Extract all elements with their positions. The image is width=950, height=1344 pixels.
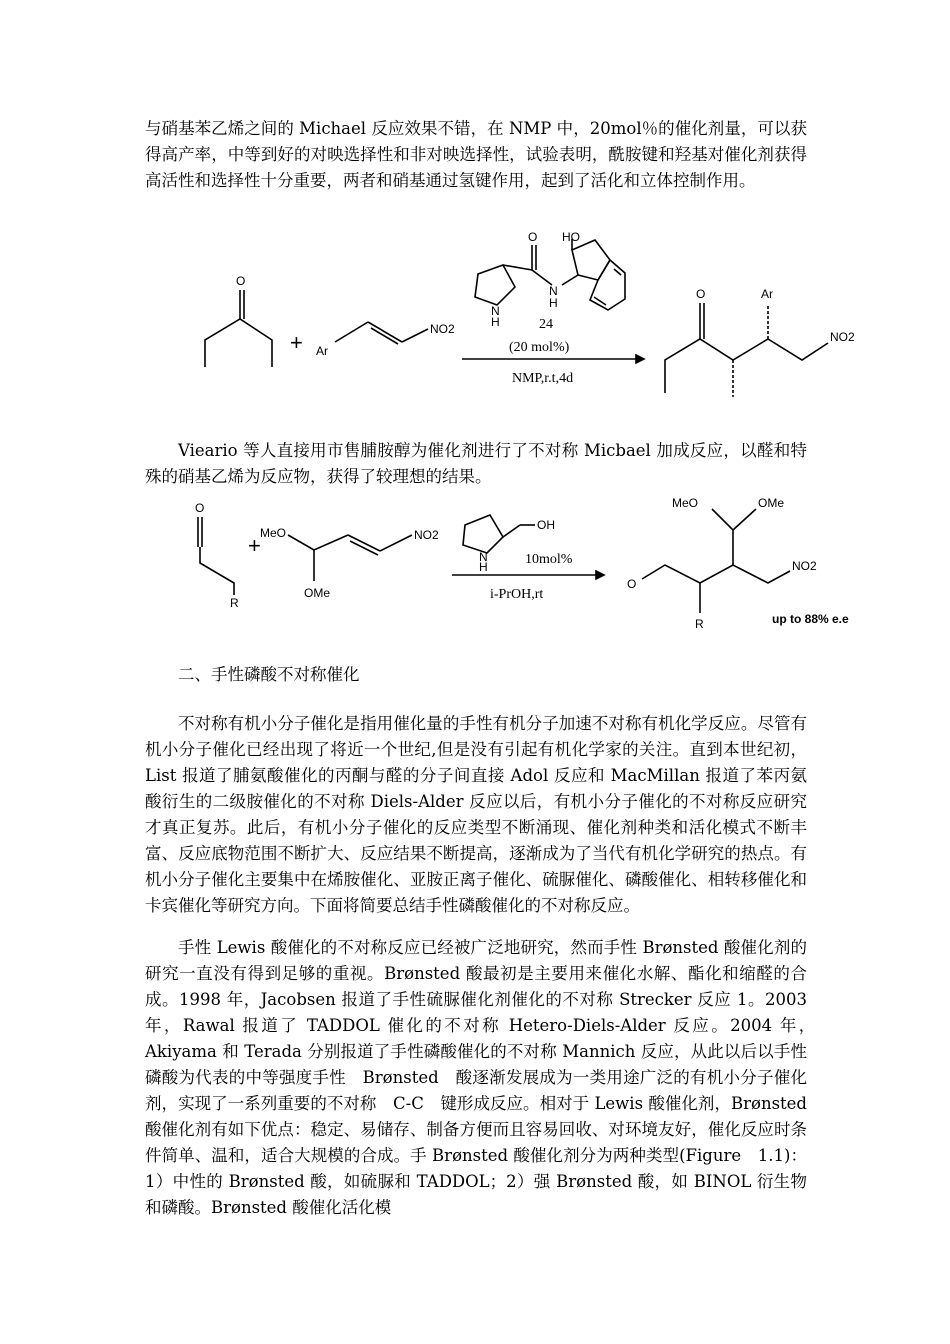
aldehyde-o-label: O	[195, 501, 205, 515]
catalyst-ring-n-label: N	[491, 304, 500, 318]
alkene-ome-label: OMe	[304, 586, 331, 600]
michael-product-2-structure	[627, 496, 817, 631]
reaction-arrow-1	[462, 355, 644, 363]
catalyst-amide-n-label: N	[549, 284, 558, 298]
paragraph-michael-catalyst: 与硝基苯乙烯之间的 Michael 反应效果不错，在 NMP 中，20mol％的催化剂量，可以获得高产率，中等到好的对映选择性和非对映选择性，试验表明，酰胺键和羟基对催化剂获得高活性和选择性十分重要，两者和硝基通过氢键作用，起到了活化和立体控制作用。	[145, 119, 807, 190]
catalyst-h-label: H	[479, 560, 488, 574]
product-2-r-label: R	[695, 617, 704, 631]
catalyst-24-structure	[475, 230, 625, 329]
catalyst-amide-h-label: H	[549, 296, 558, 310]
paragraph-organocatalysis-overview: 不对称有机小分子催化是指用催化量的手性有机分子加速不对称有机化学反应。尽管有机小分子催化已经出现了将近一个世纪,但是没有引起有机化学家的关注。直到本世纪初，List 报道了脯氨酸催化的丙酮与醛的分子间直接 Adol 反应和 MacMillan 报道了苯丙氨酸衍生的二级胺催化的不对称 Diels-Alder 反应以后，有机小分子催化的不对称反应研究才真正复苏。此后，有机小分子催化的反应类型不断涌现、催化剂种类和活化模式不断丰富、反应底物范围不断扩大、反应结果不断提高，逐渐成为了当代有机化学研究的热点。有机小分子催化主要集中在烯胺催化、亚胺正离子催化、硫脲催化、磷酸催化、相转移催化和卡宾催化等研究方向。下面将简要总结手性磷酸催化的不对称反应。	[145, 714, 807, 915]
plus-sign-2: +	[248, 533, 261, 558]
nitrostyrene-structure	[316, 322, 455, 358]
ketone-o-label: O	[236, 274, 246, 288]
reaction-arrow-2	[452, 571, 604, 579]
enantiomeric-excess-note: up to 88% e.e	[772, 612, 849, 626]
catalyst-oh-label: OH	[537, 518, 555, 532]
catalyst-number: 24	[539, 317, 553, 332]
alkene-no2-label: NO2	[414, 528, 439, 542]
reaction-scheme-2	[0, 495, 950, 645]
catalyst-loading: (20 mol%)	[509, 340, 570, 355]
aldehyde-r-label: R	[230, 596, 239, 610]
section-heading: 二、手性磷酸不对称催化	[178, 665, 360, 684]
methoxy-nitroalkene-structure	[260, 526, 439, 600]
product-1-o-label: O	[696, 287, 706, 301]
reaction-conditions-1: NMP,r.t,4d	[512, 371, 574, 386]
alkene-meo-label: MeO	[260, 526, 287, 540]
catalyst-ho-label: HO	[562, 230, 580, 244]
reaction-conditions-2: i-PrOH,rt	[490, 587, 544, 602]
nitrostyrene-no2-label: NO2	[430, 322, 455, 336]
nitrostyrene-ar-label: Ar	[316, 344, 328, 358]
catalyst-n-label: N	[479, 550, 488, 564]
michael-product-1-structure	[665, 287, 855, 397]
product-1-no2-label: NO2	[830, 330, 855, 344]
product-2-no2-label: NO2	[792, 559, 817, 573]
catalyst-amide-o-label: O	[528, 230, 538, 244]
paragraph-viеario-reaction: Viеario 等人直接用市售脯胺醇为催化剂进行了不对称 Micbael 加成反应，以醛和特殊的硝基乙烯为反应物，获得了较理想的结果。	[145, 441, 807, 486]
product-2-meo-label: MeO	[672, 496, 699, 510]
pentanone-structure	[205, 274, 272, 367]
product-2-ome-label: OMe	[758, 496, 785, 510]
aldehyde-structure	[195, 501, 239, 610]
plus-sign-1: +	[290, 330, 303, 355]
paragraph-bronsted-acid-catalysis: 手性 Lewis 酸催化的不对称反应已经被广泛地研究，然而手性 Brønsted 酸催化剂的研究一直没有得到足够的重视。Brønsted 酸最初是主要用来催化水解、酯化和缩醛的合成。1998 年，Jacobsen 报道了手性硫脲催化剂催化的不对称 Strecker 反应 1。2003 年，Rawal 报道了 TADDOL 催化的不对称 Hetero-Diels-Alder 反应。2004 年， Akiyama 和 Terada 分别报道了手性磷酸催化的不对称 Mannich 反应，从此以后以手性磷酸为代表的中等强度手性 Brønsted 酸逐渐发展成为一类用途广泛的有机小分子催化剂，实现了一系列重要的不对称 C-C 键形成反应。相对于 Lewis 酸催化剂，Brønsted 酸催化剂有如下优点：稳定、易储存、制备方便而且容易回收、对环境友好，催化反应时条件简单、温和，适合大规模的合成。手 Brønsted 酸催化剂分为两种类型(Figure 1.1)：1）中性的 Brønsted 酸，如硫脲和 TADDOL；2）强 Brønsted 酸，如 BINOL 衍生物和磷酸。Brønsted 酸催化活化模	[145, 938, 824, 1217]
product-1-ar-label: Ar	[761, 287, 773, 301]
reaction-scheme-1	[0, 225, 950, 410]
catalyst-ring-h-label: H	[491, 315, 500, 329]
catalyst-loading-2: 10mol%	[525, 552, 573, 567]
product-2-o-label: O	[627, 577, 637, 591]
